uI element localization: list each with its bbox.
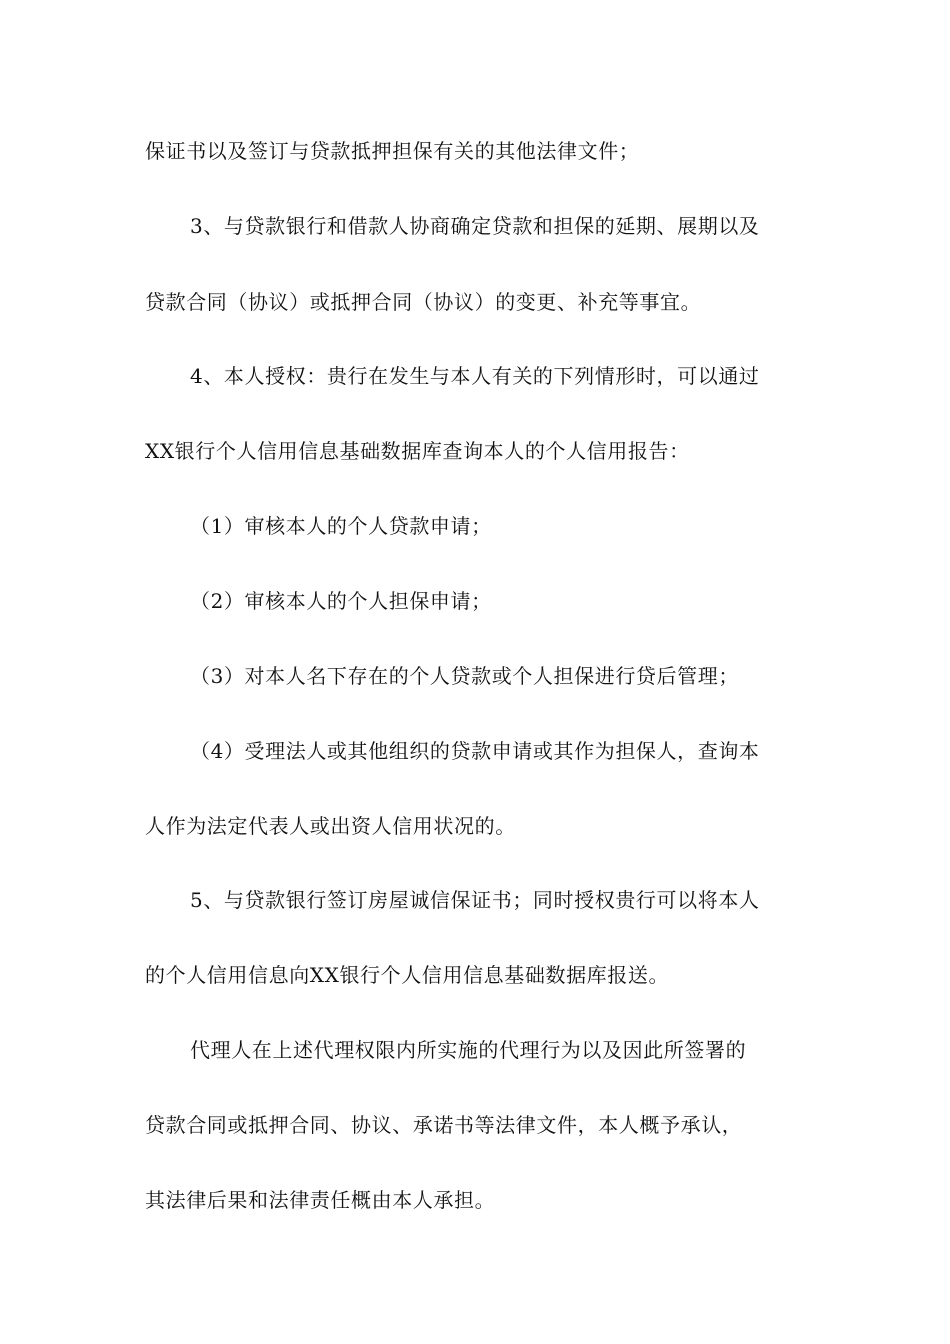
- text-line: （2）审核本人的个人担保申请；: [190, 589, 492, 613]
- text-line: XX银行个人信用信息基础数据库查询本人的个人信用报告：: [145, 439, 690, 463]
- text-line: 的个人信用信息向XX银行个人信用信息基础数据库报送。: [145, 963, 670, 987]
- text-line: 人作为法定代表人或出资人信用状况的。: [145, 814, 516, 838]
- text-line: 保证书以及签订与贷款抵押担保有关的其他法律文件；: [145, 139, 640, 163]
- text-line: （3）对本人名下存在的个人贷款或个人担保进行贷后管理；: [190, 664, 739, 688]
- text-line: 4、本人授权：贵行在发生与本人有关的下列情形时，可以通过: [190, 364, 760, 388]
- text-line: 3、与贷款银行和借款人协商确定贷款和担保的延期、展期以及: [190, 214, 760, 238]
- text-line: （1）审核本人的个人贷款申请；: [190, 514, 492, 538]
- text-line: 5、与贷款银行签订房屋诚信保证书；同时授权贵行可以将本人: [190, 888, 760, 912]
- text-line: 代理人在上述代理权限内所实施的代理行为以及因此所签署的: [190, 1038, 747, 1062]
- text-line: 其法律后果和法律责任概由本人承担。: [145, 1188, 496, 1212]
- text-line: 贷款合同（协议）或抵押合同（协议）的变更、补充等事宜。: [145, 290, 702, 314]
- text-line: 贷款合同或抵押合同、协议、承诺书等法律文件，本人概予承认，: [145, 1113, 743, 1137]
- text-line: （4）受理法人或其他组织的贷款申请或其作为担保人，查询本: [190, 739, 760, 763]
